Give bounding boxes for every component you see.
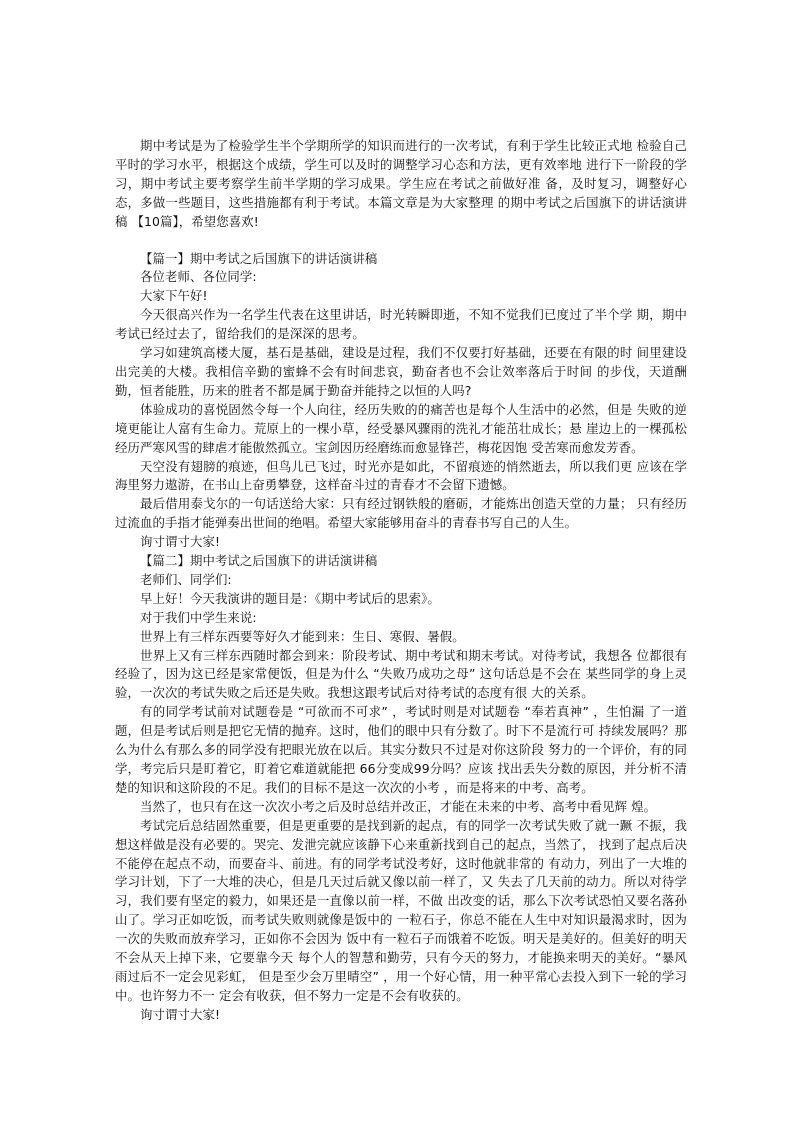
article2-paragraph: 考试完后总结固然重要，但是更重要的是找到新的起点，有的同学一次考试失败了就一蹶 不振，我想这样做是没有必要的。哭完、发泄完就应该静下心来重新找到自己的起点，当然了， 找到了起点后决不能停在起点不动，而要奋斗、前进。有的同学考试没考好，这时他就非常的 有动力，列出了一大堆的学习计划，下了一大堆的决心，但是几天过后就又像以前一样了，又 失去了几天前的动力。所以对待学习，我们要有坚定的毅力，如果还是一直像以前一样，不做 出改变的话，那么下次考试恐怕又要名落孙山了。学习正如吃饭，而考试失败则就像是饭中的 一粒石子，你总不能在人生中对知识最渴求时，因为一次的失败而放弃学习，正如你不会因为 饭中有一粒石子而饿着不吃饭。明天是美好的。但美好的明天不会从天上掉下来，它要靠今天 每个人的智慧和勤劳，只有今天的努力，才能换来明天的美好。“暴风雨过后不一定会见彩虹， 但是至少会万里晴空” ，用一个好心情，用一种平常心去投入到下一轮的学习中。也许努力不一 定会有收获，但不努力一定是不会有收获的。 [115, 817, 687, 1003]
article1-paragraph: 今天很高兴作为一名学生代表在这里讲话，时光转瞬即逝，不知不觉我们已度过了半个学 期，期中考试已经过去了，留给我们的是深深的思考。 [115, 307, 687, 342]
article1-closing: 询寸谓寸大家! [140, 534, 221, 550]
article1-heading: 【篇一】期中考试之后国旗下的讲话演讲稿 [140, 250, 378, 266]
article1-paragraph: 最后借用泰戈尔的一句话送给大家：只有经过钢铁般的磨砺，才能炼出创造天堂的力量； 只有经历过流血的手指才能弹奏出世间的绝唱。希望大家能够用奋斗的青春书写自己的人生。 [115, 496, 687, 531]
article2-lead: 对于我们中学生来说: [140, 609, 257, 625]
article2-paragraph: 当然了，也只有在这一次次小考之后及时总结并改正，才能在未来的中考、高考中看见辉 煌。 [140, 798, 657, 814]
article2-paragraph: 世界上有三样东西要等好久才能到来：生日、寒假、暑假。 [140, 628, 465, 644]
article2-hello: 早上好！今天我演讲的题目是：《期中考试后的思索》。 [140, 590, 440, 606]
article2-closing: 询寸谓寸大家! [140, 1006, 221, 1022]
article1-paragraph: 学习如建筑高楼大厦，基石是基础，建设是过程，我们不仅要打好基础，还要在有限的时 间里建设出完美的大楼。我相信辛勤的蜜蜂不会有时间悲哀，勤奋者也不会让效率落后于时间 的步伐，天道酬勤，恒者能胜，历来的胜者不都是属于勤奋并能持之以恒的人吗? [115, 345, 687, 398]
article2-greeting: 老师们、同学们: [140, 571, 232, 587]
article1-paragraph: 天空没有翅膀的痕迹，但鸟儿已飞过，时光亦是如此，不留痕迹的悄然逝去，所以我们更 应该在学海里努力遨游，在书山上奋勇攀登，这样奋斗过的青春才不会留下遗憾。 [115, 458, 687, 493]
article2-paragraph: 有的同学考试前对试题卷是 “可欲而不可求” ，考试时则是对试题卷 “奉若真神” ，生怕漏 了一道题，但是考试后则是把它无情的抛弃。这时，他们的眼中只有分数了。时下不是流行可 持续发展吗？那么为什么有那么多的同学没有把眼光放在以后。其实分数只不过是对你这阶段 努力的一个评价，有的同学，考完后只是盯着它，盯着它难道就能把 66分变成99分吗？应该 找出丢失分数的原因，并分析不清楚的知识和这阶段的不足。我们的目标不是这一次次的小考 ，而是将来的中考、高考。 [115, 704, 687, 795]
document-page [115, 137, 687, 1025]
article2-heading: 【篇二】期中考试之后国旗下的讲话演讲稿 [140, 553, 378, 569]
intro-paragraph: 期中考试是为了检验学生半个学期所学的知识而进行的一次考试，有利于学生比较正式地 检验自己平时的学习水平，根据这个成绩，学生可以及时的调整学习心态和方法，更有效率地 进行下一阶段的学习，期中考试主要考察学生前半学期的学习成果。学生应在考试之前做好准 备，及时复习，调整好心态，多做一些题目，这些措施都有利于考试。本篇文章是为大家整理 的期中考试之后国旗下的讲话演讲稿 【10篇】，希望您喜欢! [115, 138, 687, 229]
article2-paragraph: 世界上又有三样东西随时都会到来：阶段考试、期中考试和期末考试。对待考试，我想各 位都很有经验了，因为这已经是家常便饭，但是为什么 “失败乃成功之母” 这句话总是不会在 某些同学的身上灵验，一次次的考试失败之后还是失败。我想这跟考试后对待考试的态度有很 大的关系。 [115, 647, 687, 701]
article1-hello: 大家下午好! [140, 288, 208, 304]
article1-paragraph: 体验成功的喜悦固然令每一个人向往，经历失败的的痛苦也是每个人生活中的必然，但是 失败的逆境更能让人富有生命力。荒原上的一棵小草，经受暴风骤雨的洗礼才能茁壮成长；悬 崖边上的一棵孤松经历严寒风雪的肆虐才能傲然孤立。宝剑因历经磨练而愈显锋芒，梅花因饱 受苦寒而愈发芳香。 [115, 401, 687, 455]
article1-greeting: 各位老师、各位同学: [140, 269, 257, 285]
